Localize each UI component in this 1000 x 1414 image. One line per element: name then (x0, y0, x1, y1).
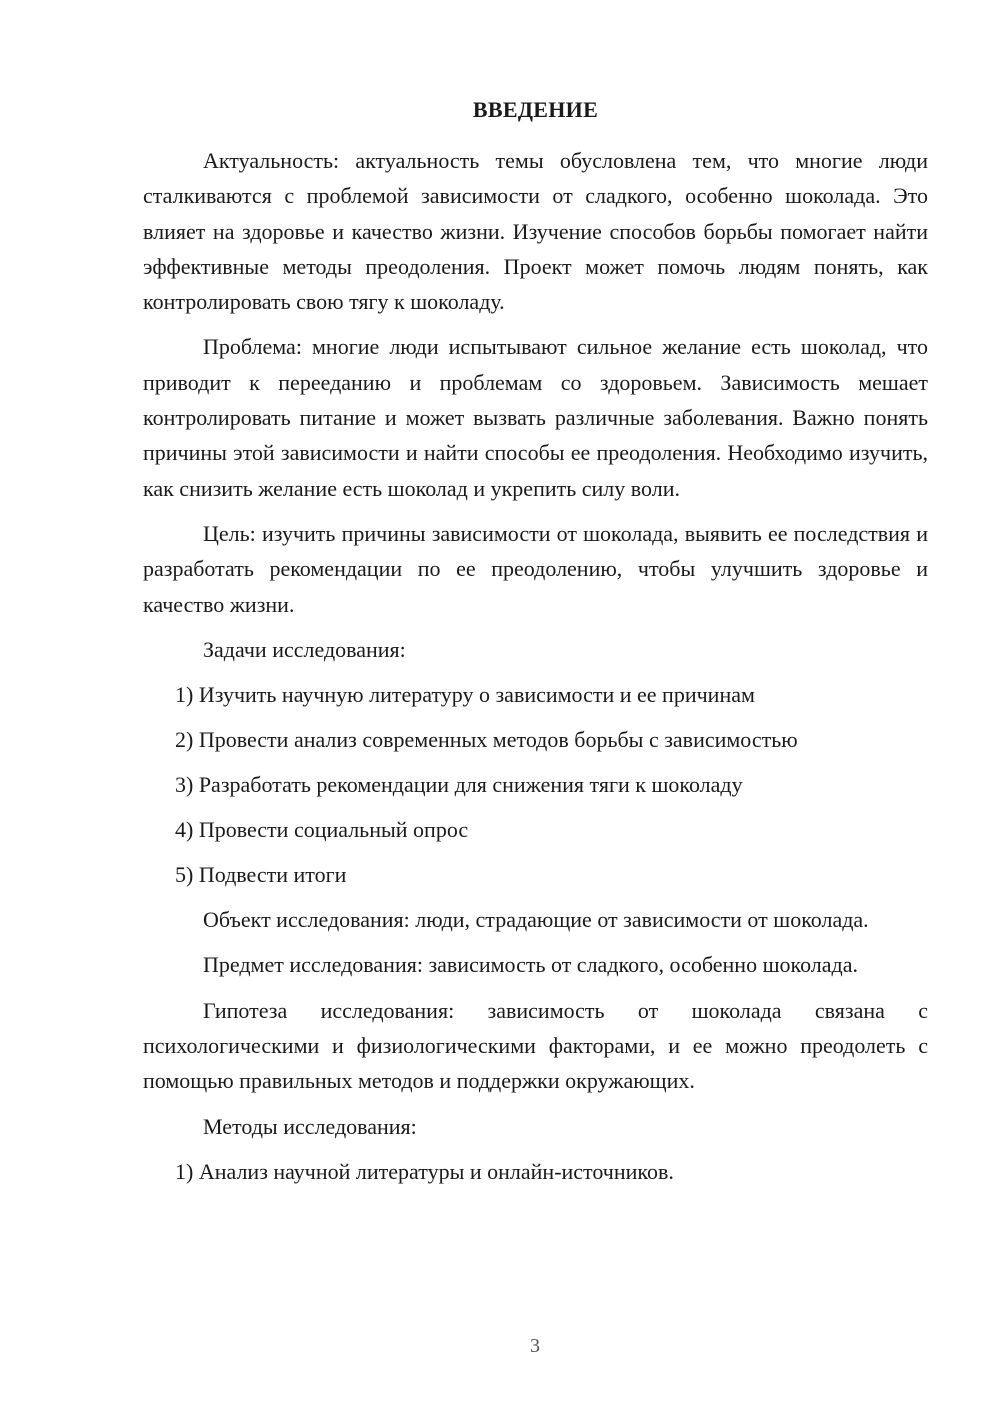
hypothesis-paragraph: Гипотеза исследования: зависимость от шоколада связана с психологическими и физиологическими факторами, и ее можно преодолеть с помощью правильных методов и поддержки окружающих. (143, 997, 928, 1094)
list-item: 2) Провести анализ современных методов борьбы с зависимостью (175, 727, 798, 753)
goal-paragraph: Цель: изучить причины зависимости от шоколада, выявить ее последствия и разработать рекомендации по ее преодолению, чтобы улучшить здоровье и качество жизни. (143, 520, 928, 617)
page-number: 3 (530, 1335, 540, 1357)
list-item: 3) Разработать рекомендации для снижения тяги к шоколаду (175, 772, 743, 798)
list-item: 1) Изучить научную литературу о зависимости и ее причинам (175, 682, 755, 708)
list-item: 1) Анализ научной литературы и онлайн-источников. (175, 1158, 674, 1184)
methods-heading: Методы исследования: (203, 1113, 417, 1139)
problem-paragraph: Проблема: многие люди испытывают сильное желание есть шоколад, что приводит к перееданию и проблемам со здоровьем. Зависимость мешает контролировать питание и может вызвать различные заболевания. Важно понять причины этой зависимости и найти способы ее преодоления. Необходимо изучить, как снизить желание есть шоколад и укрепить силу воли. (143, 334, 928, 501)
relevance-paragraph: Актуальность: актуальность темы обусловлена тем, что многие люди сталкиваются с проблемой зависимости от сладкого, особенно шоколада. Это влияет на здоровье и качество жизни. Изучение способов борьбы помогает найти эффективные методы преодоления. Проект может помочь людям понять, как контролировать свою тягу к шоколаду. (143, 148, 928, 315)
tasks-list (143, 677, 928, 892)
subject-paragraph: Предмет исследования: зависимость от сладкого, особенно шоколада. (203, 952, 859, 978)
list-item: 5) Подвести итоги (175, 862, 347, 888)
list-item: 4) Провести социальный опрос (175, 817, 469, 843)
tasks-heading: Задачи исследования: (203, 636, 406, 662)
document-page (143, 95, 928, 1199)
object-paragraph: Объект исследования: люди, страдающие от зависимости от шоколада. (203, 907, 869, 933)
methods-list (143, 1154, 928, 1189)
section-title: ВВЕДЕНИЕ (472, 97, 599, 122)
